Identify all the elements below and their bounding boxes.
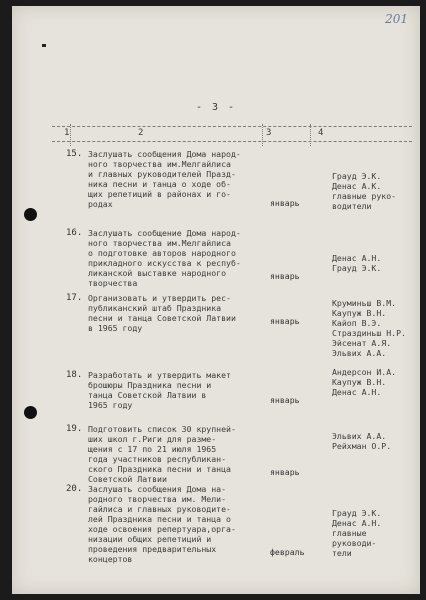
item-month: январь: [270, 467, 300, 477]
column-header-1: 1: [64, 128, 70, 138]
item-text: Заслушать сообщение Дома народ- ного творчества им.Мелгайлиса о подготовке авторов народного прикладного искусства к респуб- ликанской выставке народного творчества: [88, 228, 241, 288]
item-responsible: Грауд Э.К. Денас А.Н. главные руководи- тели: [332, 508, 382, 558]
item-text: Заслушать сообщения Дома народ- ного творчества им.Мелгайлиса и главных руководителей Празд- ника песни и танца о ходе об- щих репетиций в районах и го- родах: [88, 149, 241, 209]
item-month: февраль: [270, 547, 305, 557]
item-number: 17.: [66, 293, 83, 303]
item-responsible: Денас А.Н. Грауд Э.К.: [332, 253, 382, 273]
item-responsible: Круминьш В.М. Каупуж В.Н. Кайоп В.Э. Страздиньш Н.Р. Эйсенат А.Я. Эльвих А.А.: [332, 298, 406, 358]
archive-sheet-number: 201: [385, 12, 408, 26]
document-sheet: [12, 6, 420, 594]
column-header-row: [12, 128, 420, 142]
column-divider: [262, 124, 263, 146]
column-header-2: 2: [138, 128, 144, 138]
item-responsible: Грауд Э.К. Денас А.К. главные руко- водители: [332, 171, 397, 211]
column-header-4: 4: [318, 128, 324, 138]
column-header-3: 3: [266, 128, 272, 138]
item-number: 16.: [66, 228, 83, 238]
item-text: Организовать и утвердить рес- публиканский штаб Праздника песни и танца Советской Латвии в 1965 году: [88, 293, 236, 333]
item-number: 15.: [66, 149, 83, 159]
binder-hole: [24, 406, 37, 419]
item-text: Подготовить список 30 крупней- ших школ г.Риги для разме- щения с 17 по 21 июля 1965 года участников республикан- ского Праздника песни и танца Советской Латвии: [88, 424, 236, 484]
column-divider: [310, 124, 311, 146]
item-month: январь: [270, 271, 300, 281]
item-text: Разработать и утвердить макет брошюры Праздника песни и танца Советской Латвии в 1965 году: [88, 370, 231, 410]
binder-hole: [24, 208, 37, 221]
item-responsible: Эльвих А.А. Рейхман О.Р.: [332, 431, 392, 451]
header-rule-bottom: [52, 141, 412, 142]
ink-mark: [42, 44, 46, 47]
column-divider: [70, 124, 71, 146]
item-month: январь: [270, 316, 300, 326]
item-month: январь: [270, 395, 300, 405]
header-rule-top: [52, 126, 412, 127]
item-number: 19.: [66, 424, 83, 434]
page-number: - 3 -: [195, 102, 237, 113]
item-responsible: Андерсон И.А. Каупуж В.Н. Денас А.Н.: [332, 367, 397, 397]
item-number: 18.: [66, 370, 83, 380]
item-text: Заслушать сообщения Дома на- родного творчества им. Мели- гайлиса и главных руководите- лей Праздника песни и танца о ходе освоения репертуара,орга- низации общих репетиций и проведения предварительных концертов: [88, 484, 236, 564]
item-number: 20.: [66, 484, 83, 494]
item-month: январь: [270, 198, 300, 208]
